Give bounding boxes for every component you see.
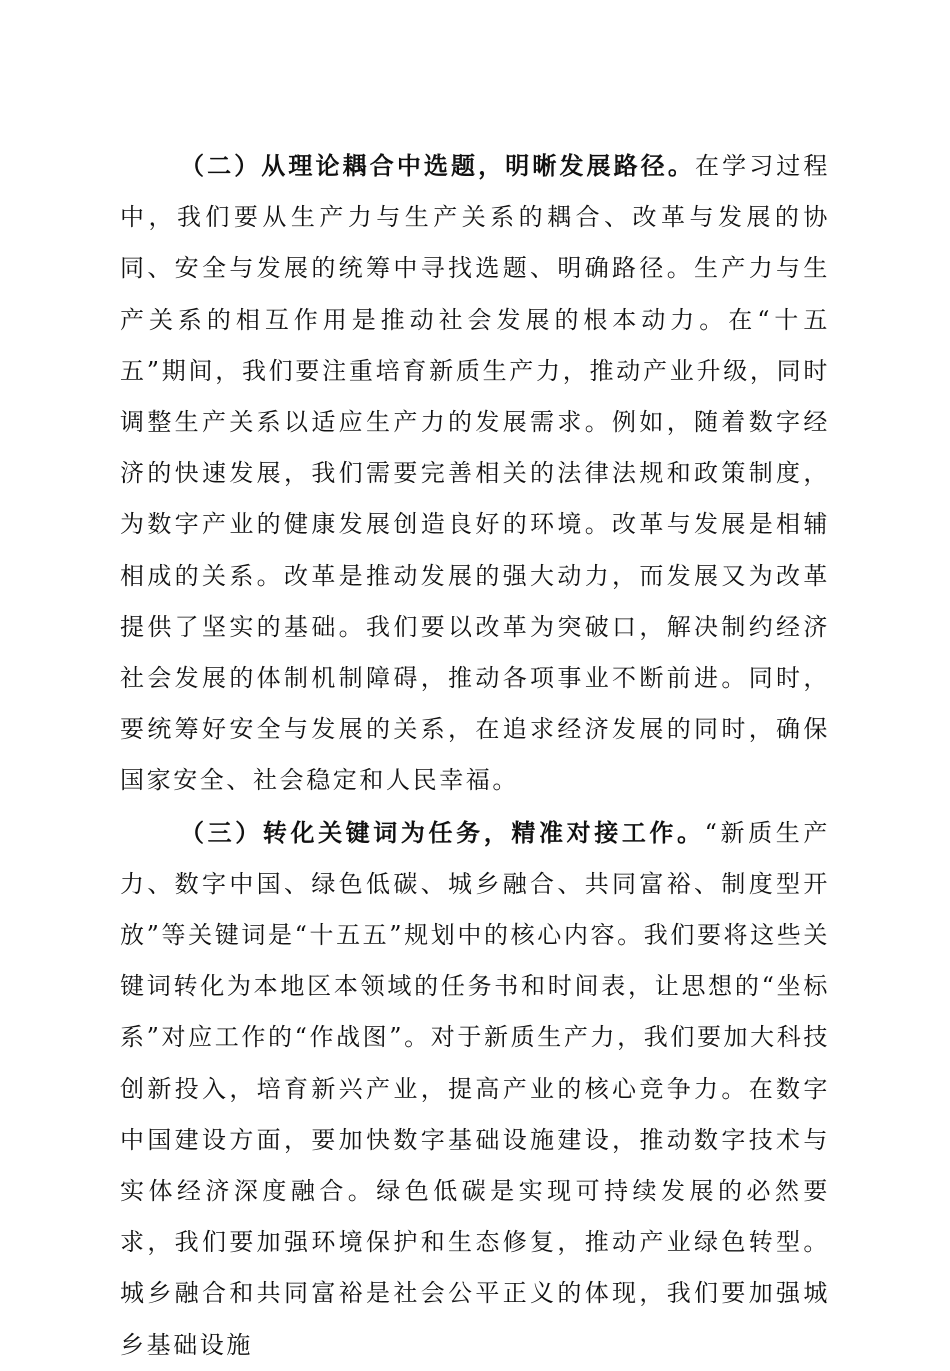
paragraph-section-2: [120, 140, 830, 807]
document-body: [120, 140, 830, 1371]
section-2-body: 在学习过程中，我们要从生产力与生产关系的耦合、改革与发展的协同、安全与发展的统筹中寻找选题、明确路径。生产力与生产关系的相互作用是推动社会发展的根本动力。在“十五五”期间，我们要注重培育新质生产力，推动产业升级，同时调整生产关系以适应生产力的发展需求。例如，随着数字经济的快速发展，我们需要完善相关的法律法规和政策制度，为数字产业的健康发展创造良好的环境。改革与发展是相辅相成的关系。改革是推动发展的强大动力，而发展又为改革提供了坚实的基础。我们要以改革为突破口，解决制约经济社会发展的体制机制障碍，推动各项事业不断前进。同时，要统筹好安全与发展的关系，在追求经济发展的同时，确保国家安全、社会稳定和人民幸福。: [120, 152, 831, 795]
section-3-heading: （三）转化关键词为任务，精准对接工作。: [180, 817, 705, 847]
section-3-body: “新质生产力、数字中国、绿色低碳、城乡融合、共同富裕、制度型开放”等关键词是“十五五”规划中的核心内容。我们要将这些关键词转化为本地区本领域的任务书和时间表，让思想的“坐标系”对应工作的“作战图”。对于新质生产力，我们要加大科技创新投入，培育新兴产业，提高产业的核心竞争力。在数字中国建设方面，要加快数字基础设施建设，推动数字技术与实体经济深度融合。绿色低碳是实现可持续发展的必然要求，我们要加强环境保护和生态修复，推动产业绿色转型。城乡融合和共同富裕是社会公平正义的体现，我们要加强城乡基础设施: [120, 818, 830, 1359]
section-2-heading: （二）从理论耦合中选题，明晰发展路径。: [180, 151, 695, 180]
paragraph-section-3: [120, 807, 830, 1371]
